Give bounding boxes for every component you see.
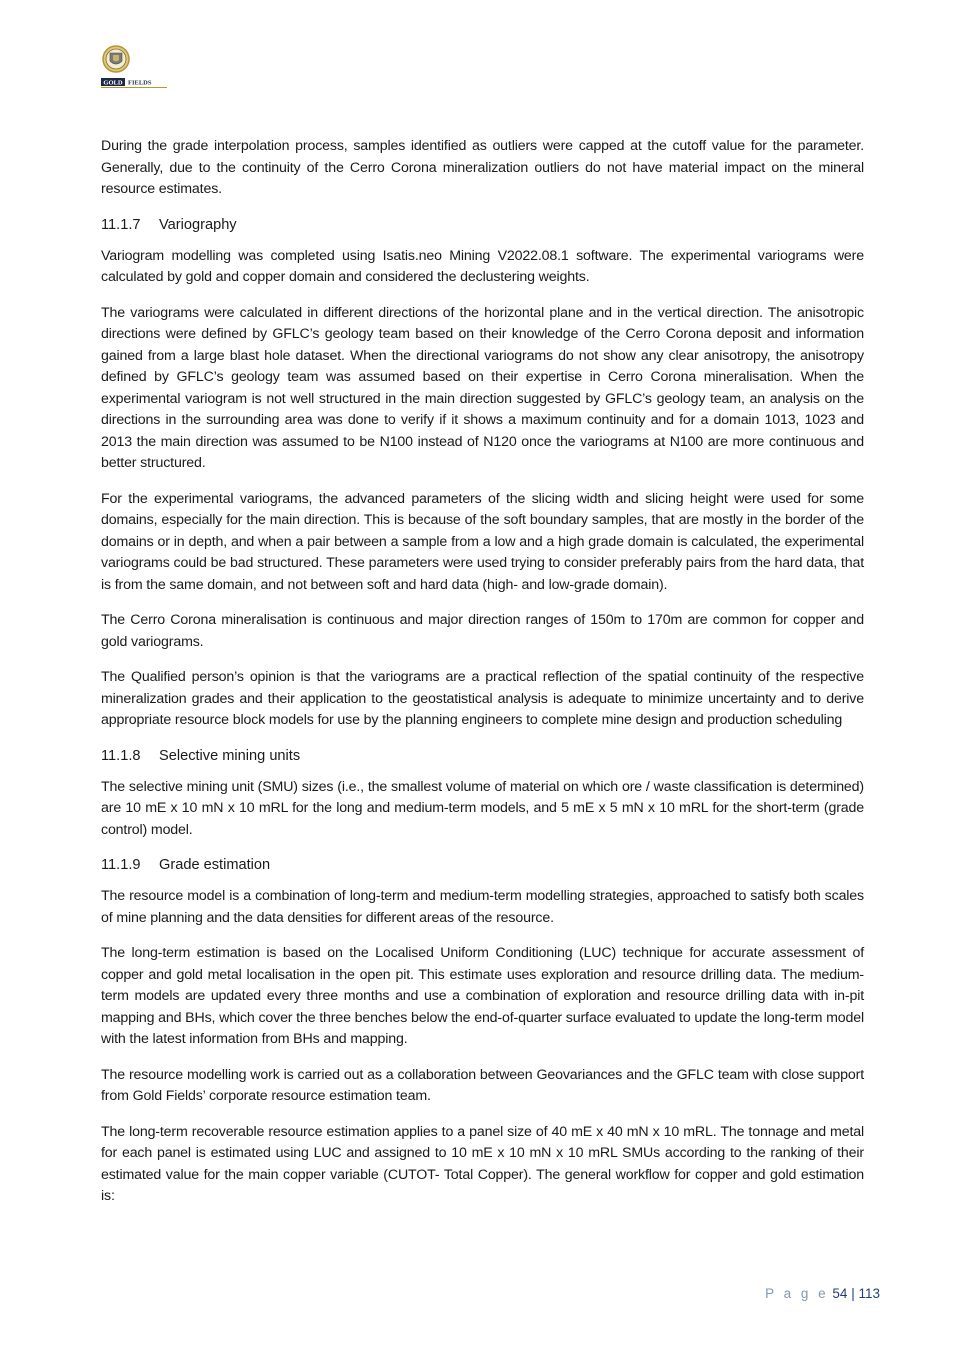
paragraph: The long-term recoverable resource estimation applies to a panel size of 40 mE x 40 mN x 10 mRL. The tonnage and metal for each panel is estimated using LUC and assigned to 10 mE x 10 mN x 10 mRL SMUs according to the ranking of their estimated value for the main copper variable (CUTOT- Total Copper). The general workflow for copper and gold estimation is: xyxy=(101,1123,864,1204)
section-heading-grade-estimation xyxy=(101,855,864,875)
paragraph: Variogram modelling was completed using Isatis.neo Mining V2022.08.1 software. The experimental variograms were calculated by gold and copper domain and considered the declustering weights. xyxy=(101,247,864,285)
page-label: P a g e xyxy=(765,1286,829,1301)
section-number: 11.1.8 xyxy=(101,747,141,764)
section-title: Grade estimation xyxy=(159,857,271,873)
svg-text:GOLD: GOLD xyxy=(103,79,123,87)
paragraph: The Cerro Corona mineralisation is continuous and major direction ranges of 150m to 170m are common for copper and gold variograms. xyxy=(101,612,864,650)
svg-text:FIELDS: FIELDS xyxy=(128,79,152,87)
section-heading-variography xyxy=(101,215,864,235)
paragraph: The resource model is a combination of long-term and medium-term modelling strategies, approached to satisfy both scales of mine planning and the data densities for different areas of the resource. xyxy=(101,888,864,926)
paragraph: The selective mining unit (SMU) sizes (i.e., the smallest volume of material on which ore / waste classification is determined) are 10 mE x 10 mN x 10 mRL for the long and medium-term models, and 5 mE x 5 mN x 10 mRL for the short-term (grade control) model. xyxy=(101,778,864,838)
outlier-capping-paragraph: During the grade interpolation process, samples identified as outliers were capped at the cutoff value for the parameter. Generally, due to the continuity of the Cerro Corona mineralization outliers do not have material impact on the mineral resource estimates. xyxy=(101,138,864,197)
section-number: 11.1.9 xyxy=(101,857,141,873)
paragraph: For the experimental variograms, the advanced parameters of the slicing width and slicing height were used for some domains, especially for the main direction. This is because of the soft boundary samples, that are mostly in the border of the domains or in depth, and when a pair between a sample from a low and a high grade domain is calculated, the experimental variograms could be bad structured. These parameters were used trying to consider preferably pairs from the hard data, that is from the same domain, and not between soft and hard data (high- and low-grade domain). xyxy=(101,490,864,593)
company-logo xyxy=(101,44,167,88)
section-heading-selective-mining-units xyxy=(101,746,864,766)
document-body xyxy=(101,136,864,1222)
page-footer xyxy=(700,1286,880,1301)
paragraph: The Qualified person’s opinion is that the variograms are a practical reflection of the spatial continuity of the respective mineralization grades and their application to the geostatistical analysis is adequate to minimize uncertainty and to derive appropriate resource block models for use by the planning engineers to complete mine design and production scheduling xyxy=(101,669,864,728)
section-number: 11.1.7 xyxy=(101,216,141,233)
paragraph: The resource modelling work is carried out as a collaboration between Geovariances and the GFLC team with close support from Gold Fields’ corporate resource estimation team. xyxy=(101,1066,864,1104)
gold-fields-crest-icon xyxy=(101,44,167,88)
total-pages: 113 xyxy=(858,1286,880,1301)
page-separator: | xyxy=(851,1286,855,1301)
page-number: 54 xyxy=(832,1286,848,1301)
paragraph: The variograms were calculated in different directions of the horizontal plane and in the vertical direction. The anisotropic directions were defined by GFLC’s geology team based on their knowledge of the Cerro Corona deposit and information gained from a large blast hole dataset. When the directional variograms do not show any clear anisotropy, the anisotropy defined by GFLC’s geology team was assumed based on their expertise in Cerro Corona mineralisation. When the experimental variogram is not well structured in the main direction suggested by GFLC’s geology team, an analysis on the directions in the surrounding area was done to verify if it shows a maximum continuity and for a domain 1013, 1023 and 2013 the main direction was assumed to be N100 instead of N120 once the variograms at N100 are more continuous and better structured. xyxy=(101,304,864,471)
paragraph: The long-term estimation is based on the Localised Uniform Conditioning (LUC) technique for accurate assessment of copper and gold metal localisation in the open pit. This estimate uses exploration and resource drilling data. The medium-term models are updated every three months and use a combination of exploration and resource drilling data with in-pit mapping and BHs, which cover the three benches below the end-of-quarter surface evaluated to update the long-term model with the latest information from BHs and mapping. xyxy=(101,945,864,1047)
section-title: Selective mining units xyxy=(159,747,301,764)
section-title: Variography xyxy=(159,216,237,233)
